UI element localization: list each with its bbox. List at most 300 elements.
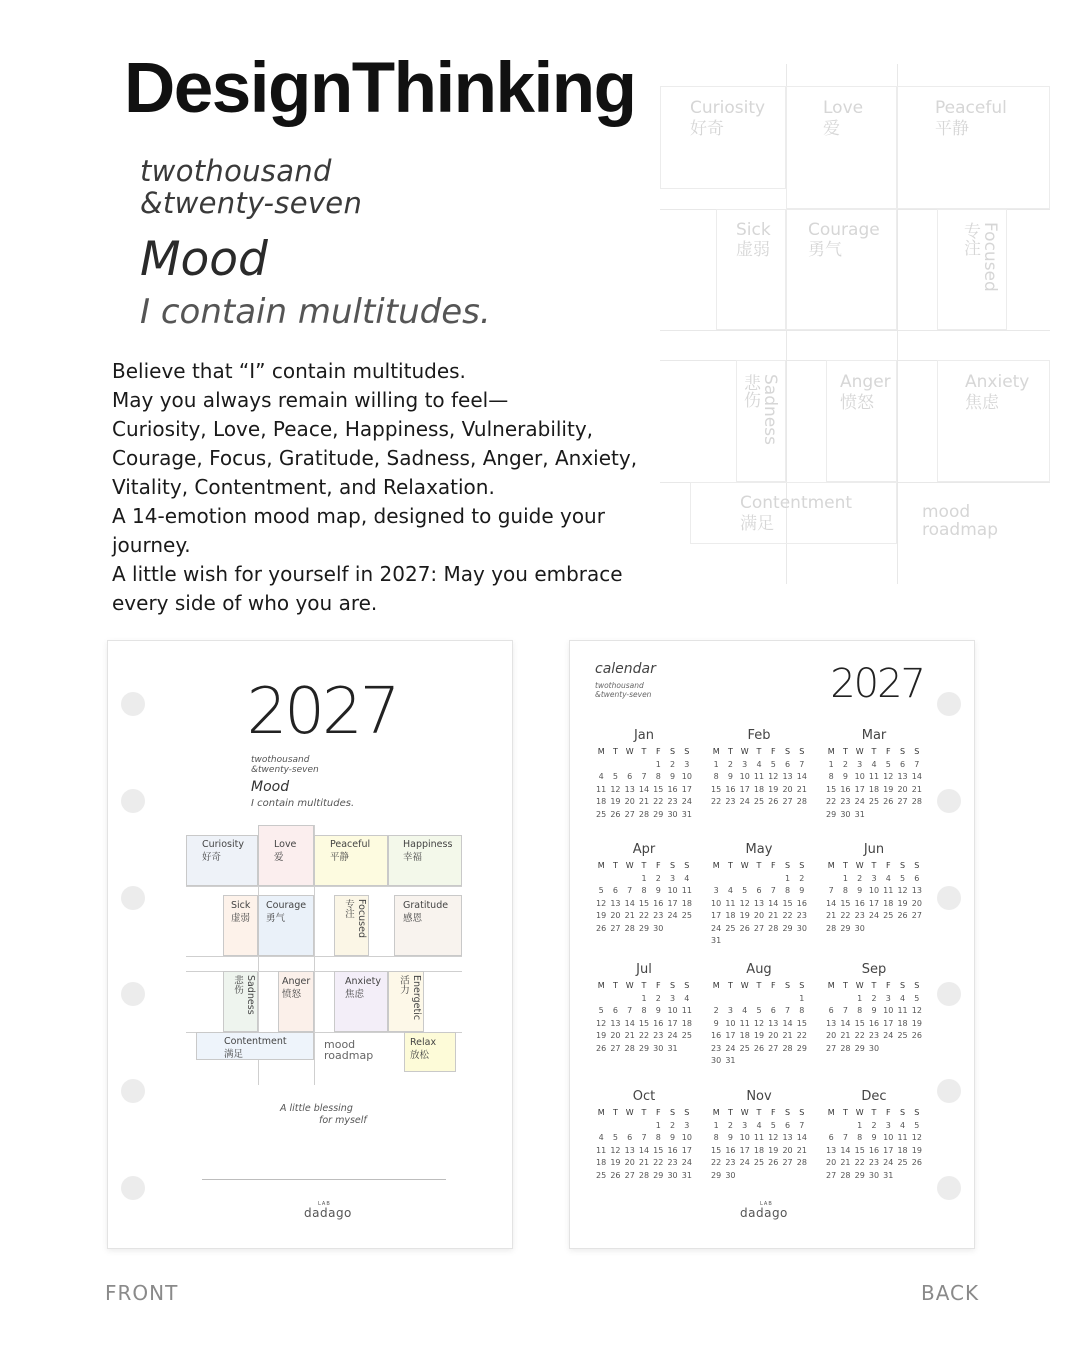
day-cell: 7	[641, 772, 647, 781]
month-calendar	[824, 841, 924, 935]
day-cell: 13	[826, 1018, 837, 1028]
gratitude-label: Gratitude	[403, 900, 449, 911]
front-title: Mood	[251, 779, 290, 795]
day-cell: 11	[868, 772, 880, 781]
day-cell	[895, 923, 909, 936]
day-cell: 10	[667, 886, 678, 895]
day-cell: 10	[854, 772, 865, 781]
day-cell	[780, 1170, 794, 1183]
weekday-header: T	[842, 747, 848, 756]
day-cell: 10	[681, 772, 692, 781]
day-cell: 21	[796, 1145, 807, 1155]
day-cell: 13	[610, 898, 621, 908]
weekday-header: F	[885, 861, 891, 870]
weekday-header: S	[799, 861, 805, 870]
day-cell: 1	[641, 993, 647, 1003]
day-cell: 21	[796, 784, 807, 794]
binder-hole	[937, 886, 961, 910]
day-cell: 11	[753, 772, 765, 781]
anger-label: Anger	[282, 976, 311, 987]
day-cell: 28	[624, 1043, 635, 1053]
day-cell	[838, 993, 852, 1006]
day-cell: 5	[612, 1133, 618, 1142]
day-cell	[752, 1055, 766, 1068]
day-cell: 7	[828, 886, 834, 895]
day-cell: 29	[638, 923, 650, 933]
day-cell: 1	[842, 873, 848, 883]
day-cell: 3	[670, 873, 676, 883]
weekday-header: S	[670, 1108, 676, 1117]
day-cell: 5	[756, 1006, 762, 1015]
day-cell: 16	[868, 1018, 880, 1028]
day-cell: 17	[868, 898, 880, 908]
day-cell: 23	[868, 1031, 880, 1040]
courage-label: Courage	[808, 220, 880, 240]
weekday-header: S	[799, 981, 805, 990]
mood-map-preview	[660, 64, 1050, 584]
weekday-header: T	[871, 861, 877, 870]
weekday-header: M	[597, 747, 605, 756]
day-cell: 9	[799, 886, 805, 895]
contentment-label: Contentment	[740, 493, 853, 513]
day-cell: 24	[711, 923, 722, 933]
day-cell	[608, 993, 622, 1006]
day-cell: 13	[610, 1018, 621, 1028]
day-cell: 24	[681, 1158, 692, 1167]
day-cell: 6	[612, 1006, 618, 1015]
day-cell: 15	[711, 1145, 722, 1155]
weekday-header: S	[684, 861, 690, 870]
weekday-header: T	[756, 747, 762, 756]
day-cell: 8	[655, 772, 661, 781]
blessing-line-1: A little blessing	[280, 1103, 353, 1114]
day-cell: 8	[785, 886, 791, 895]
day-cell: 23	[840, 797, 851, 806]
day-cell: 1	[857, 993, 863, 1003]
day-cell: 19	[768, 784, 779, 794]
month-name: Jul	[636, 962, 652, 977]
day-cell: 26	[596, 1043, 607, 1053]
day-cell: 16	[725, 784, 736, 794]
day-cell: 20	[624, 797, 635, 806]
weekday-header: T	[612, 861, 618, 870]
day-cell: 15	[826, 784, 837, 794]
day-cell: 30	[653, 1043, 664, 1053]
map-brand-2: roadmap	[324, 1049, 374, 1062]
month-calendar	[709, 961, 809, 1068]
day-cell: 19	[768, 1145, 779, 1155]
day-cell	[838, 1120, 852, 1133]
weekday-header: M	[712, 861, 720, 870]
day-cell	[752, 873, 766, 886]
day-cell: 21	[840, 1031, 851, 1040]
month-name: Dec	[861, 1089, 887, 1104]
day-cell: 29	[840, 923, 851, 933]
day-cell: 2	[713, 1006, 719, 1015]
day-cell: 21	[624, 911, 635, 920]
day-cell: 28	[796, 1158, 807, 1167]
day-cell: 15	[854, 1018, 865, 1028]
weekday-header: S	[684, 1108, 690, 1117]
day-cell: 13	[753, 898, 765, 908]
dadago-logo: dadago	[304, 1206, 352, 1220]
month-name: May	[745, 842, 773, 857]
day-cell: 30	[725, 1170, 736, 1180]
day-cell: 24	[854, 797, 865, 806]
day-cell: 7	[627, 1006, 633, 1015]
day-cell: 9	[670, 772, 676, 781]
weekday-header: W	[855, 981, 864, 990]
day-cell: 8	[713, 772, 719, 781]
day-cell	[824, 873, 838, 886]
day-cell: 20	[768, 1031, 779, 1040]
day-cell: 16	[667, 1145, 678, 1155]
day-cell: 1	[713, 759, 719, 769]
day-cell: 11	[725, 898, 736, 908]
day-cell: 22	[638, 1031, 650, 1040]
day-cell	[709, 873, 723, 886]
day-cell: 16	[653, 1018, 664, 1028]
day-cell: 11	[897, 1006, 908, 1015]
back-year: 2027	[830, 661, 924, 707]
day-cell	[795, 935, 809, 948]
day-cell: 9	[670, 1133, 676, 1142]
weekday-header: T	[641, 861, 647, 870]
day-cell: 2	[727, 759, 733, 769]
day-cell: 18	[596, 797, 607, 806]
month-calendar	[709, 1088, 809, 1182]
day-cell	[824, 993, 838, 1006]
weekday-header: T	[727, 1108, 733, 1117]
weekday-header: F	[770, 861, 776, 870]
contentment-cell	[690, 482, 897, 544]
day-cell: 9	[655, 1006, 661, 1015]
weekday-header: F	[885, 1108, 891, 1117]
day-cell: 6	[785, 1120, 791, 1130]
day-cell	[780, 935, 794, 948]
weekday-header: T	[756, 981, 762, 990]
curiosity-label: Curiosity	[690, 98, 766, 118]
day-cell: 19	[911, 1145, 922, 1155]
day-cell: 26	[768, 1158, 779, 1167]
day-cell: 25	[681, 911, 692, 920]
day-cell: 7	[914, 759, 920, 769]
day-cell: 8	[641, 1006, 647, 1015]
day-cell: 30	[868, 1043, 880, 1053]
day-cell: 22	[854, 1031, 865, 1040]
day-cell	[766, 1055, 780, 1068]
day-cell: 17	[854, 784, 865, 794]
day-cell: 20	[826, 1031, 837, 1040]
day-cell: 7	[770, 886, 776, 895]
day-cell: 12	[596, 898, 607, 908]
day-cell: 10	[725, 1018, 736, 1028]
day-cell: 8	[655, 1133, 661, 1142]
day-cell: 4	[900, 1120, 906, 1130]
day-cell	[623, 873, 637, 886]
love-label: Love	[823, 98, 864, 118]
energetic-label-zh: 活力	[398, 975, 409, 994]
day-cell: 23	[711, 1043, 722, 1053]
day-cell	[895, 809, 909, 822]
day-cell	[594, 873, 608, 886]
weekday-header: T	[871, 1108, 877, 1117]
day-cell: 13	[782, 772, 793, 781]
weekday-header: T	[756, 1108, 762, 1117]
day-cell: 24	[681, 797, 692, 806]
day-cell	[723, 993, 737, 1006]
day-cell: 4	[684, 873, 690, 883]
month-calendar	[709, 841, 809, 948]
weekday-header: M	[827, 861, 835, 870]
day-cell: 30	[840, 809, 851, 819]
weekday-header: T	[842, 981, 848, 990]
day-cell: 29	[854, 1170, 865, 1180]
day-cell: 18	[868, 784, 880, 794]
description-line: Believe that “I” contain multitudes.	[112, 359, 466, 383]
day-cell: 19	[610, 797, 621, 806]
day-cell: 24	[883, 1031, 894, 1040]
day-cell: 15	[854, 1145, 865, 1155]
day-cell	[680, 923, 694, 936]
love-label-zh: 爱	[823, 119, 840, 139]
peaceful-label: Peaceful	[935, 98, 1007, 118]
day-cell: 13	[826, 1145, 837, 1155]
description-line: A little wish for yourself in 2027: May you embrace every side of who you are.	[112, 562, 623, 615]
day-cell: 11	[897, 1133, 908, 1142]
day-cell: 24	[667, 911, 678, 920]
day-cell: 14	[768, 898, 779, 908]
weekday-header: S	[914, 981, 920, 990]
day-cell: 30	[667, 809, 678, 819]
day-cell	[680, 1043, 694, 1056]
day-cell: 29	[653, 809, 664, 819]
day-cell: 4	[684, 993, 690, 1003]
month-name: Feb	[747, 728, 771, 743]
day-cell: 6	[900, 759, 906, 769]
month-name: Apr	[632, 842, 656, 857]
day-cell: 27	[897, 797, 908, 806]
product-tagline: I contain multitudes.	[140, 292, 491, 332]
day-cell: 31	[725, 1056, 736, 1065]
day-cell: 13	[624, 1145, 635, 1155]
weekday-header: T	[612, 1108, 618, 1117]
description	[112, 357, 652, 618]
day-cell: 1	[713, 1120, 719, 1130]
day-cell: 25	[868, 797, 880, 806]
sadness-label-zh: 悲伤	[740, 374, 760, 408]
day-cell: 15	[653, 1145, 664, 1155]
courage-label-zh: 勇气	[266, 913, 286, 924]
binder-hole	[121, 789, 145, 813]
day-cell: 29	[826, 809, 837, 819]
binder-hole	[121, 982, 145, 1006]
month-calendar	[594, 727, 694, 821]
front-tagline: I contain multitudes.	[251, 798, 355, 809]
day-cell	[623, 993, 637, 1006]
weekday-header: W	[740, 861, 749, 870]
day-cell: 11	[753, 1133, 765, 1142]
day-cell: 25	[596, 1170, 607, 1180]
day-cell: 5	[598, 1006, 604, 1015]
day-cell: 6	[914, 873, 920, 883]
weekday-header: W	[625, 981, 634, 990]
day-cell: 29	[796, 1043, 807, 1053]
weekday-header: T	[612, 981, 618, 990]
day-cell: 3	[684, 759, 690, 769]
love-cell	[258, 825, 314, 886]
energetic-label: Energetic	[411, 975, 422, 1021]
day-cell: 4	[598, 772, 604, 781]
day-cell: 10	[667, 1006, 678, 1015]
day-cell: 14	[638, 784, 650, 794]
day-cell	[766, 873, 780, 886]
day-cell: 3	[857, 759, 863, 769]
back-year-line-2: &twenty-seven	[595, 690, 652, 699]
day-cell: 21	[624, 1031, 635, 1040]
day-cell: 3	[727, 1006, 733, 1015]
day-cell	[637, 759, 651, 772]
relax-label-zh: 放松	[410, 1050, 430, 1061]
weekday-header: W	[740, 1108, 749, 1117]
sick-label-zh: 虚弱	[736, 240, 770, 260]
weekday-header: F	[655, 861, 661, 870]
sadness-label: Sadness	[760, 374, 780, 445]
day-cell: 30	[653, 923, 664, 933]
love-label: Love	[274, 839, 297, 850]
day-cell: 18	[883, 898, 894, 908]
day-cell: 14	[796, 772, 807, 781]
front-year-line-2: &twenty-seven	[251, 765, 319, 775]
day-cell: 3	[885, 993, 891, 1003]
day-cell	[752, 993, 766, 1006]
happiness-label: Happiness	[403, 839, 453, 850]
day-cell: 10	[711, 898, 722, 908]
day-cell	[895, 1170, 909, 1183]
day-cell: 1	[799, 993, 805, 1003]
curiosity-label-zh: 好奇	[690, 119, 724, 139]
day-cell: 31	[681, 1170, 692, 1180]
back-year-words	[595, 681, 651, 699]
back-year-line-1: twothousand	[595, 681, 644, 690]
weekday-header: S	[670, 981, 676, 990]
day-cell	[608, 1120, 622, 1133]
weekday-header: F	[885, 981, 891, 990]
day-cell	[752, 935, 766, 948]
day-cell: 4	[727, 886, 733, 895]
day-cell: 16	[653, 898, 664, 908]
day-cell: 8	[857, 1006, 863, 1015]
day-cell	[910, 1170, 924, 1183]
day-cell: 25	[897, 1158, 908, 1167]
day-cell	[881, 809, 895, 822]
day-cell: 6	[612, 886, 618, 895]
courage-label-zh: 勇气	[808, 240, 842, 260]
day-cell: 14	[840, 1018, 851, 1028]
day-cell: 19	[753, 1031, 765, 1040]
day-cell: 20	[782, 784, 793, 794]
day-cell: 10	[868, 886, 880, 895]
signature-line	[202, 1179, 446, 1180]
day-cell: 25	[883, 911, 894, 920]
day-cell: 17	[739, 1145, 750, 1155]
day-cell: 7	[799, 759, 805, 769]
day-cell: 24	[739, 797, 750, 806]
weekday-header: S	[914, 861, 920, 870]
day-cell: 19	[596, 911, 607, 920]
day-cell: 29	[782, 923, 793, 933]
weekday-header: W	[855, 747, 864, 756]
day-cell: 8	[857, 1133, 863, 1142]
day-cell: 25	[753, 797, 765, 806]
weekday-header: S	[799, 1108, 805, 1117]
day-cell: 23	[868, 1158, 880, 1167]
day-cell: 1	[785, 873, 791, 883]
day-cell: 7	[627, 886, 633, 895]
day-cell: 17	[711, 911, 722, 920]
day-cell: 26	[883, 797, 894, 806]
day-cell: 6	[756, 886, 762, 895]
weekday-header: S	[900, 861, 906, 870]
map-brand-1: mood	[324, 1038, 356, 1051]
day-cell: 3	[885, 1120, 891, 1130]
day-cell: 28	[796, 797, 807, 806]
anxiety-label-zh: 焦虑	[345, 989, 365, 1000]
day-cell	[766, 993, 780, 1006]
day-cell: 15	[638, 1018, 650, 1028]
weekday-header: F	[770, 747, 776, 756]
day-cell: 25	[725, 923, 736, 933]
day-cell: 29	[711, 1170, 722, 1180]
day-cell: 6	[828, 1133, 834, 1142]
front-label: FRONT	[105, 1281, 179, 1305]
dadago-logo: dadago	[740, 1206, 788, 1220]
day-cell: 17	[883, 1018, 894, 1028]
day-cell: 1	[655, 1120, 661, 1130]
day-cell: 6	[627, 1133, 633, 1142]
weekday-header: T	[756, 861, 762, 870]
day-cell: 4	[871, 759, 877, 769]
day-cell	[895, 1043, 909, 1056]
day-cell	[824, 1120, 838, 1133]
day-cell: 25	[753, 1158, 765, 1167]
day-cell	[623, 1120, 637, 1133]
weekday-header: T	[727, 861, 733, 870]
day-cell: 13	[782, 1133, 793, 1142]
day-cell: 15	[711, 784, 722, 794]
weekday-header: M	[712, 981, 720, 990]
binder-hole	[937, 692, 961, 716]
day-cell: 11	[596, 784, 607, 794]
day-cell: 12	[610, 784, 621, 794]
day-cell: 24	[667, 1031, 678, 1040]
day-cell: 16	[796, 898, 807, 908]
front-year-line-1: twothousand	[251, 755, 310, 765]
day-cell: 24	[725, 1043, 736, 1053]
day-cell	[594, 1120, 608, 1133]
back-label: BACK	[921, 1281, 980, 1305]
day-cell	[738, 873, 752, 886]
day-cell	[780, 993, 794, 1006]
day-cell	[738, 993, 752, 1006]
day-cell: 7	[799, 1120, 805, 1130]
happiness-label-zh: 幸福	[403, 852, 423, 863]
weekday-header: M	[597, 861, 605, 870]
binder-hole	[121, 1079, 145, 1103]
day-cell	[738, 1170, 752, 1183]
day-cell: 12	[768, 1133, 779, 1142]
day-cell: 1	[857, 1120, 863, 1130]
